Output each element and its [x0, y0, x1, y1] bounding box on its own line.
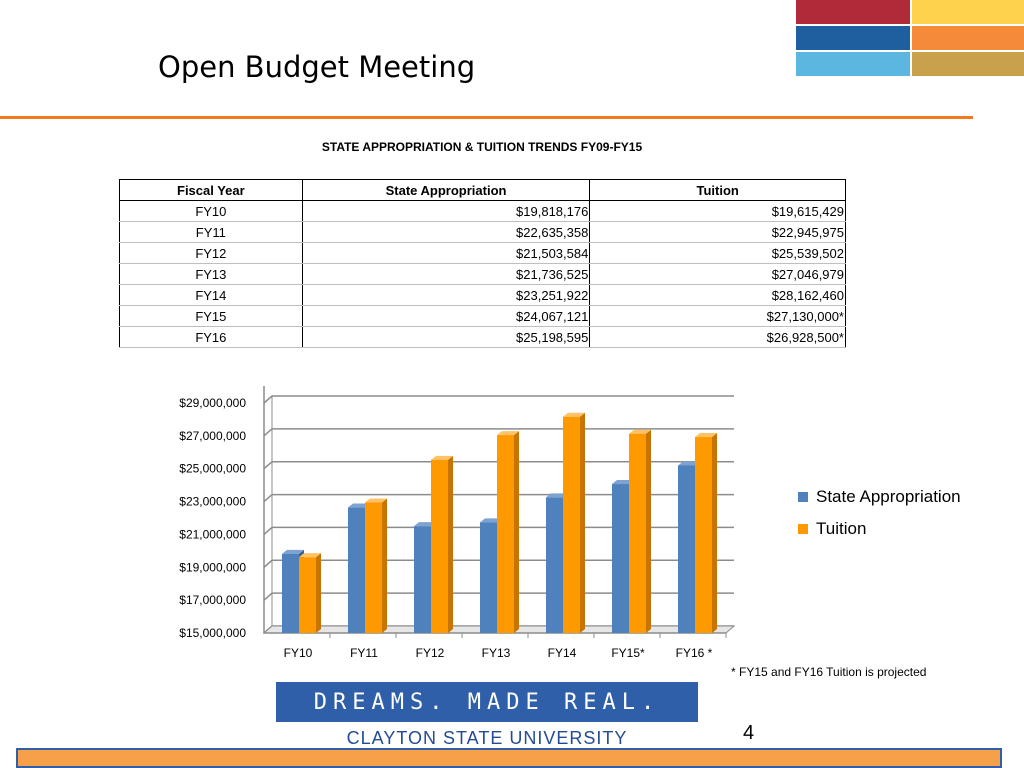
- page-title: Open Budget Meeting: [158, 50, 476, 84]
- x-tick-label: FY10: [283, 646, 313, 660]
- legend-swatch-tuition: [798, 524, 808, 534]
- cell-tuition: $25,539,502: [590, 243, 846, 264]
- y-tick-label: $21,000,000: [179, 527, 246, 542]
- cell-year: FY10: [120, 201, 303, 222]
- dreams-made-real-banner: DREAMS. MADE REAL.: [276, 682, 698, 722]
- bar-side: [514, 431, 519, 633]
- bar-side: [580, 413, 585, 633]
- x-tick-label: FY15*: [611, 646, 645, 660]
- legend-label-state-appropriation: State Appropriation: [816, 487, 961, 506]
- page-number: 4: [743, 722, 755, 744]
- bar-side: [646, 430, 651, 633]
- bar-side: [448, 456, 453, 633]
- cell-appropriation: $21,736,525: [302, 264, 590, 285]
- cell-tuition: $19,615,429: [590, 201, 846, 222]
- y-tick-label: $29,000,000: [179, 396, 246, 410]
- cell-year: FY11: [120, 222, 303, 243]
- legend-swatch-state-appropriation: [798, 492, 808, 502]
- cell-year: FY15: [120, 306, 303, 327]
- cell-appropriation: $19,818,176: [302, 201, 590, 222]
- cell-year: FY13: [120, 264, 303, 285]
- x-tick-label: FY14: [547, 646, 577, 660]
- y-tick-label: $27,000,000: [179, 428, 246, 443]
- cell-tuition: $27,130,000*: [590, 306, 846, 327]
- cell-appropriation: $25,198,595: [302, 327, 590, 348]
- bar: [348, 508, 365, 633]
- cell-appropriation: $23,251,922: [302, 285, 590, 306]
- bar: [563, 417, 580, 633]
- y-tick-label: $19,000,000: [179, 560, 246, 575]
- cell-tuition: $27,046,979: [590, 264, 846, 285]
- x-tick-label: FY16 *: [675, 646, 713, 660]
- cell-tuition: $26,928,500*: [590, 327, 846, 348]
- bar: [365, 502, 382, 633]
- x-tick-label: FY12: [415, 646, 445, 660]
- y-tick-label: $25,000,000: [179, 461, 246, 476]
- x-tick-label: FY11: [350, 646, 378, 660]
- bar: [546, 497, 563, 633]
- bar: [414, 526, 431, 633]
- y-tick-label: $17,000,000: [179, 593, 246, 608]
- cell-year: FY14: [120, 285, 303, 306]
- cell-appropriation: $21,503,584: [302, 243, 590, 264]
- bar-side: [382, 498, 387, 633]
- cell-year: FY12: [120, 243, 303, 264]
- bar: [695, 437, 712, 633]
- gridline: [264, 396, 734, 403]
- cell-appropriation: $22,635,358: [302, 222, 590, 243]
- cell-appropriation: $24,067,121: [302, 306, 590, 327]
- legend-item-tuition: [798, 513, 961, 545]
- bar: [480, 522, 497, 633]
- table-title: STATE APPROPRIATION & TUITION TRENDS FY09-FY15: [321, 140, 643, 154]
- university-name: CLAYTON STATE UNIVERSITY: [346, 728, 628, 748]
- bar-side: [316, 553, 321, 633]
- chart-footnote: * FY15 and FY16 Tuition is projected: [731, 665, 927, 679]
- header-fiscal-year: Fiscal Year: [120, 180, 303, 201]
- y-tick-label: $23,000,000: [179, 494, 246, 509]
- bottom-bar: [16, 748, 1002, 768]
- bar: [629, 434, 646, 633]
- y-tick-label: $15,000,000: [179, 626, 246, 640]
- cell-tuition: $22,945,975: [590, 222, 846, 243]
- header-tuition: Tuition: [590, 180, 846, 201]
- bar: [431, 460, 448, 633]
- header-state-appropriation: State Appropriation: [302, 180, 590, 201]
- x-tick-label: FY13: [481, 646, 511, 660]
- bar: [282, 554, 299, 633]
- chart-legend: [798, 481, 961, 545]
- legend-label-tuition: Tuition: [816, 519, 867, 538]
- bar: [612, 484, 629, 633]
- bar: [299, 557, 316, 633]
- cell-year: FY16: [120, 327, 303, 348]
- bar: [678, 465, 695, 633]
- bar-side: [712, 433, 717, 633]
- bar: [497, 435, 514, 633]
- cell-tuition: $28,162,460: [590, 285, 846, 306]
- legend-item-state-appropriation: [798, 481, 961, 513]
